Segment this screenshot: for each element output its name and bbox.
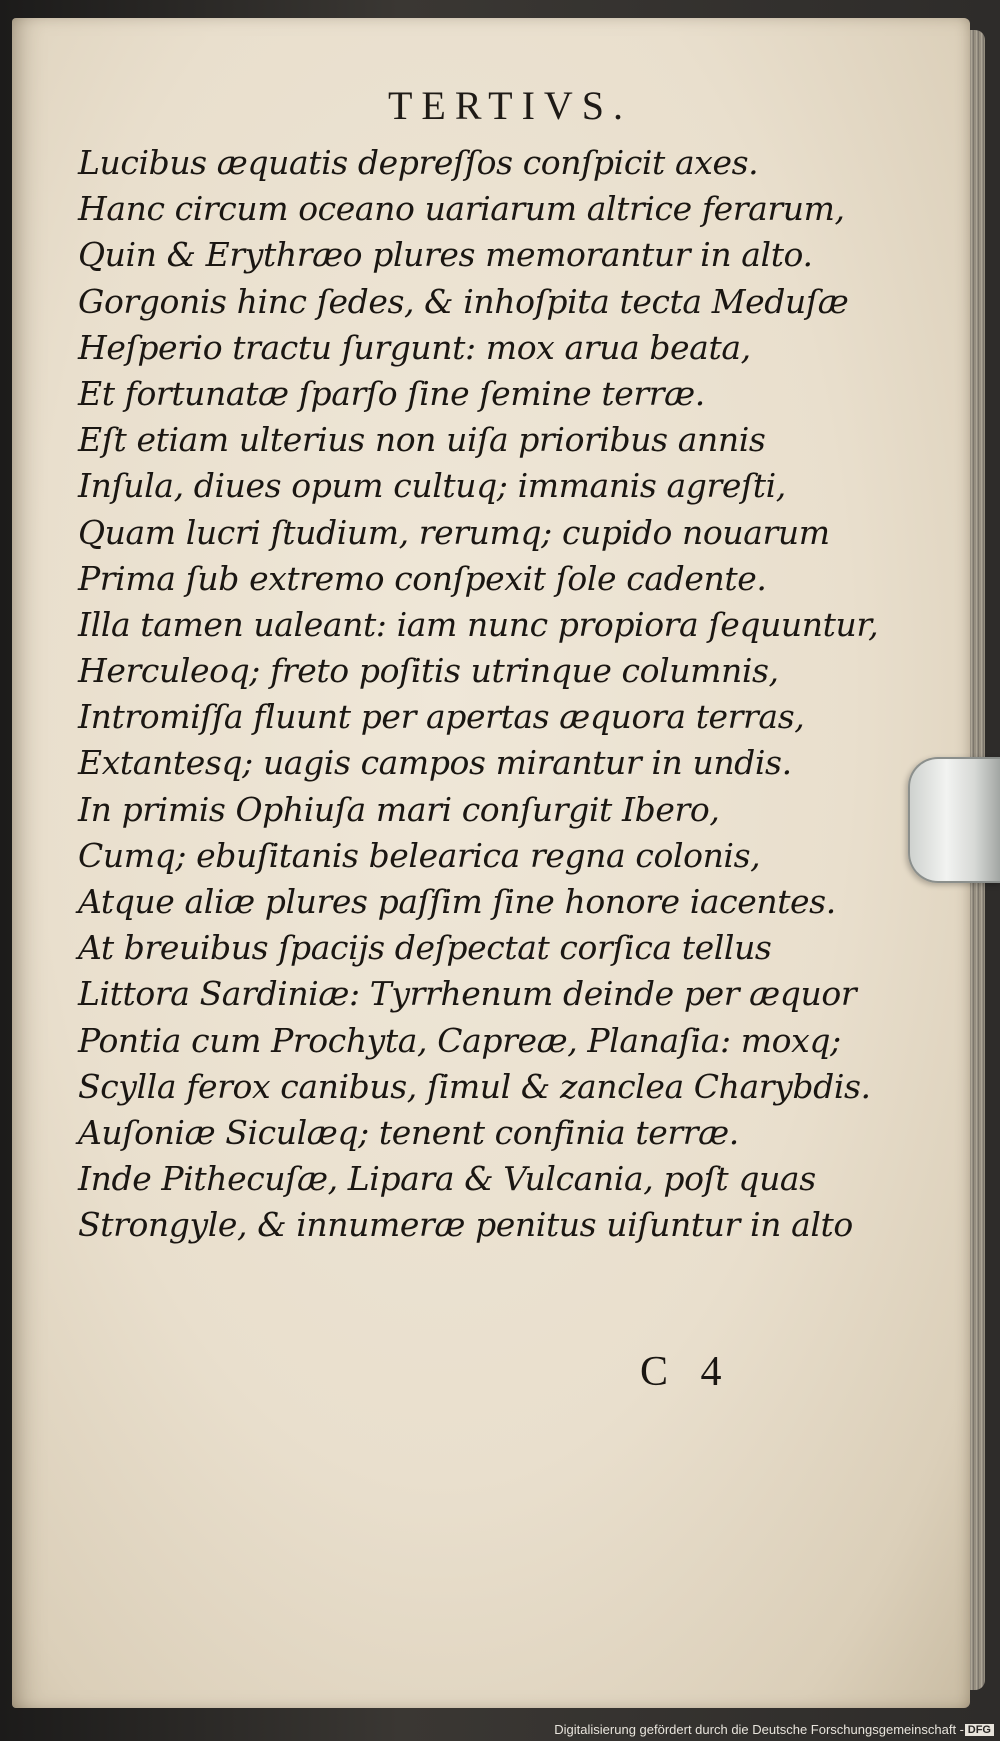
verse-line: Eſt etiam ulterius non uiſa prioribus annis <box>78 420 766 460</box>
verse-line: Strongyle, & innumeræ penitus uiſuntur in alto <box>78 1205 853 1245</box>
verse-line: Intromiſſa fluunt per apertas æquora terras, <box>78 697 805 737</box>
verse-line: Quin & Erythræo plures memorantur in alto. <box>78 235 813 275</box>
page-clip <box>908 757 1000 883</box>
verse-line: Herculeoq; freto poſitis utrinque columnis, <box>78 651 779 691</box>
verse-line: Littora Sardiniæ: Tyrrhenum deinde per æquor <box>78 974 857 1014</box>
verse-line: Hanc circum oceano uariarum altrice ferarum, <box>78 189 845 229</box>
verse-line: Atque aliæ plures paſſim ſine honore iacentes. <box>78 882 836 921</box>
verse-line: Cumq; ebuſitanis belearica regna colonis, <box>78 835 761 875</box>
verse-line: In primis Ophiuſa mari conſurgit Ibero, <box>78 789 720 829</box>
verse-line: Et fortunatæ ſparſo ſine ſemine terræ. <box>78 373 705 413</box>
verse-line: Heſperio tractu ſurgunt: mox arua beata, <box>78 327 751 367</box>
verse-line: Prima ſub extremo conſpexit ſole cadente. <box>78 558 767 598</box>
verse-line: Lucibus æquatis depreſſos conſpicit axes. <box>78 143 759 182</box>
verse-line: Auſoniæ Siculæq; tenent confinia terræ. <box>78 1112 739 1152</box>
verse-line: Extantesq; uagis campos mirantur in undis. <box>78 743 792 783</box>
running-head: TERTIVS. <box>387 83 633 128</box>
signature-mark: C 4 <box>640 1349 722 1395</box>
verse-list <box>78 140 918 1249</box>
verse-line: Quam lucri ſtudium, rerumq; cupido nouarum <box>78 512 830 552</box>
verse-line: Inſula, diues opum cultuq; immanis agreſti, <box>78 466 786 506</box>
verse-line: At breuibus ſpacijs deſpectat corſica tellus <box>78 928 772 968</box>
digitization-credit: Digitalisierung gefördert durch die Deutsche Forschungsgemeinschaft - <box>554 1722 964 1737</box>
verse-line: Gorgonis hinc ſedes, & inhoſpita tecta Meduſæ <box>78 281 849 321</box>
verse-line: Pontia cum Prochyta, Capreæ, Planaſia: moxq; <box>78 1020 841 1060</box>
verse-line: Inde Pithecuſæ, Lipara & Vulcania, poſt quas <box>78 1159 816 1199</box>
dfg-logo: DFG <box>965 1724 994 1736</box>
verse-line: Scylla ferox canibus, ſimul & zanclea Charybdis. <box>78 1066 871 1106</box>
verse-line: Illa tamen ualeant: iam nunc propiora ſequuntur, <box>78 604 879 644</box>
